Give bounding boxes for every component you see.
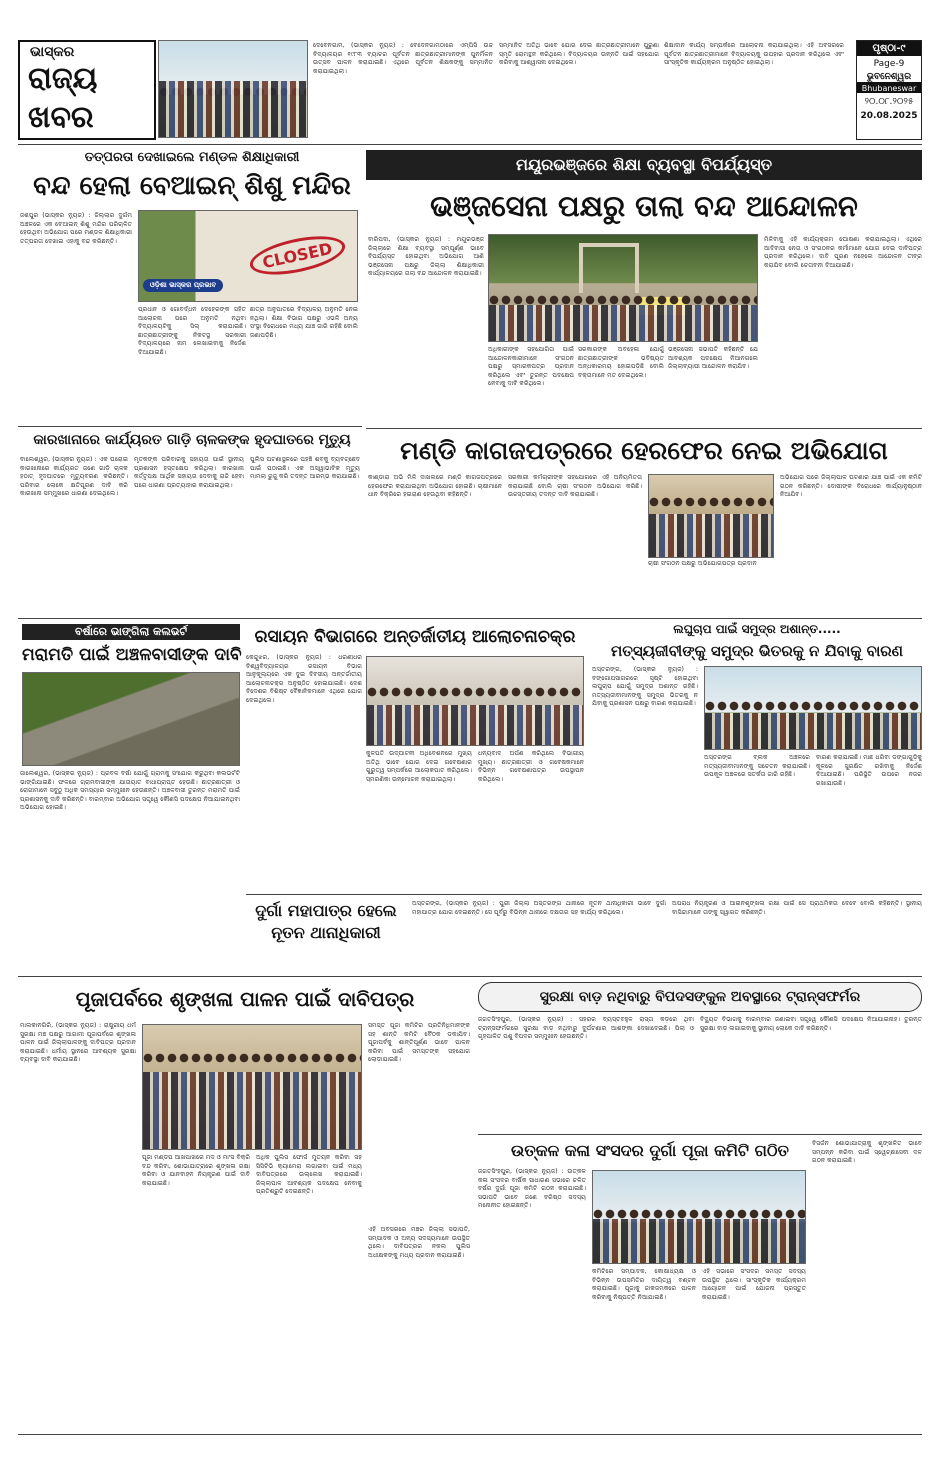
school-story-body-1: ଜଶପୁର (ଭାସ୍କର ନ୍ୟୁଜ) : ଜିଲ୍ଲାର ଦୁର୍ଗମ ଅଞ୍ଚଳରେ ଏକ ବେଆଇନ୍ ଶିଶୁ ମନ୍ଦିର ପରିଚାଳିତ ହେଉଥିବା ଅଭିଯୋଗ ପରେ ମଣ୍ଡଳ ଶିକ୍ଷାଧିକାରୀ ତତ୍ପରତା ଦେଖାଇ ଏହାକୁ ବନ୍ଦ କରିଛନ୍ତି। xyxy=(20,212,132,245)
driver-story-headline: କାରଖାନାରେ କାର୍ଯ୍ୟରତ ଗାଡ଼ି ଚାଳକଙ୍କ ହୃଦଘାତରେ ମୃତ୍ୟୁ xyxy=(33,432,351,448)
page-info-box xyxy=(856,40,922,140)
page-number-en: Page-9 xyxy=(873,59,905,69)
top-story-col-3: ଶିକ୍ଷାଦାନ କାର୍ଯ୍ୟ ସମ୍ପର୍କରେ ଆଲୋଚନା କରାଯାଇଥିଲା। ଏହି ଅବସରରେ ପୂର୍ବତନ ଛାତ୍ରଛାତ୍ରୀମାନେ ବିଦ୍ୟାଳୟକୁ ଉପହାର ପ୍ରଦାନ କରିଥିଲେ ଏବଂ ସାଂସ୍କୃତିକ କାର୍ଯ୍ୟକ୍ରମ ଅନୁଷ୍ଠିତ ହୋଇଥିଲା। xyxy=(664,42,844,67)
logo-main-line-1: ରାଜ୍ୟ xyxy=(28,61,98,96)
mayurbhanj-body-3: ମିଳିବାକୁ ଏହି କାର୍ଯ୍ୟକ୍ରମ ଘୋଷଣା କରାଯାଇଥିଲା। ଏଥିରେ ଆଦିବାସୀ ନେତା ଓ ସଂଗଠନର କର୍ମୀମାନେ ଯୋଗ ଦେଇ ଦାବିପତ୍ର ପ୍ରଦାନ କରିଥିଲେ। ଦାବି ପୂରଣ ନହେଲେ ଆନ୍ଦୋଳନ ତୀବ୍ର କରାଯିବ ବୋଲି ଚେତାବନୀ ଦିଆଯାଇଛି। xyxy=(764,236,922,269)
police-story-headline: ଦୁର୍ଗା ମହାପାତ୍ର ହେଲେ ନୂତନ ଥାନାଧିକାରୀ xyxy=(255,901,397,942)
city-en: Bhubaneswar xyxy=(857,82,921,93)
culvert-story-photo xyxy=(22,672,240,766)
culvert-story-headline: ମରାମତି ପାଇଁ ଅଞ୍ଚଳବାସୀଙ୍କ ଦାବି xyxy=(22,645,242,665)
culvert-story-body: ଜାଲେଶ୍ୱର, (ଭାସ୍କର ନ୍ୟୁଜ) : ପ୍ରବଳ ବର୍ଷା ଯୋଗୁଁ ଗ୍ରାମକୁ ସଂଯୋଗ କରୁଥିବା କଲଭର୍ଟଟି ଭାଙ୍ଗିଯାଇଛି। ଫଳରେ ଗ୍ରାମବାସୀଙ୍କ ଯାତାୟାତ ବାଧାପ୍ରାପ୍ତ ହେଉଛି। ଛାତ୍ରଛାତ୍ରୀ ଓ ରୋଗୀମାନେ ସବୁଠୁ ଅଧିକ ସମସ୍ୟାର ସମ୍ମୁଖୀନ ହେଉଛନ୍ତି। ଅଞ୍ଚଳବାସୀ ତୁରନ୍ତ ମରାମତି ପାଇଁ ପ୍ରଶାସନକୁ ଦାବି କରିଛନ୍ତି। ବାରମ୍ବାର ଅଭିଯୋଗ ସତ୍ତ୍ୱେ କୌଣସି ପଦକ୍ଷେପ ନିଆଯାଇନଥିବା ଅଭିଯୋଗ ହୋଇଛି। xyxy=(20,770,240,812)
committee-story-headline: ଉତ୍କଳ କଳା ସଂସଦର ଦୁର୍ଗା ପୂଜା କମିଟି ଗଠିତ xyxy=(511,1141,789,1160)
fisher-story-kicker: ଲଘୁଚାପ ପାଇଁ ସମୁଦ୍ର ଅଶାନ୍ତ..... xyxy=(673,622,841,636)
mayurbhanj-body-4: ଅଧିକାରୀଙ୍କ ସହଯୋଗିତା ପାଇଁ ଆନ୍ଦୋଳନକାରୀମାନେ ସଂଗଠନ ପକ୍ଷରୁ ସ୍ମାରକପତ୍ର ପ୍ରଦାନ କରିଥିଲେ ଏବଂ ତୁରନ୍ତ ପଦକ୍ଷେପ ନେବାକୁ ଦାବି କରିଥିଲେ। xyxy=(488,346,574,388)
committee-story-body-2: କମିଟିରେ ସମ୍ପାଦକ, କୋଷାଧ୍ୟକ୍ଷ ଓ ବିଭିନ୍ନ ଉପସମିତିର ଦାୟିତ୍ୱ ବଣ୍ଟନ କରାଯାଇଛି। ପୂଜାକୁ ଜାକଜମକରେ ପାଳନ କରିବାକୁ ନିଷ୍ପତ୍ତି ନିଆଯାଇଛି। xyxy=(592,1268,696,1301)
masthead-logo xyxy=(18,40,156,140)
school-story-headline: ବନ୍ଦ ହେଲା ବେଆଇନ୍ ଶିଶୁ ମନ୍ଦିର xyxy=(33,171,351,201)
top-story-photo xyxy=(158,40,308,138)
transformer-story-headline-box xyxy=(478,982,922,1012)
logo-top-text: ଭାସ୍କର xyxy=(30,44,75,60)
committee-story-photo xyxy=(592,1170,806,1264)
land-story-headline: ମଣ୍ଡି କାଗଜପତ୍ରରେ ହେରଫେର ନେଇ ଅଭିଯୋଗ xyxy=(400,436,888,465)
fisher-story-body-1: ଅସ୍ତରଙ୍ଗ, (ଭାସ୍କର ନ୍ୟୁଜ) : ବଙ୍ଗୋପସାଗରରେ ସୃଷ୍ଟି ହୋଇଥିବା ଲଘୁଚାପ ଯୋଗୁଁ ସମୁଦ୍ର ଅଶାନ୍ତ ରହିଛି। ମତ୍ସ୍ୟଜୀବୀମାନଙ୍କୁ ସମୁଦ୍ର ଭିତରକୁ ନ ଯିବାକୁ ପ୍ରଶାସନ ପକ୍ଷରୁ ବାରଣ କରାଯାଇଛି। xyxy=(592,666,698,708)
top-story-col-2: ସମ୍ମାନିତ ଅତିଥି ଭାବେ ଯୋଗ ଦେଇ ଛାତ୍ରଛାତ୍ରୀମାନେ ପୁରୁଣା ସ୍ମୃତି ରୋମନ୍ଥନ କରିଥିଲେ। ବିଦ୍ୟାଳୟର ଉନ୍ନତି ପାଇଁ ସହଯୋଗ କରିବାକୁ ଆଶ୍ୱାସନା ଦେଇଥିଲେ। xyxy=(499,42,659,67)
mayurbhanj-body-1: ବାରିପଦା, (ଭାସ୍କର ନ୍ୟୁଜ) : ମୟୂରଭଞ୍ଜ ଜିଲ୍ଲାରେ ଶିକ୍ଷା ବ୍ୟବସ୍ଥା ସମ୍ପୂର୍ଣ୍ଣ ଭାବେ ବିପର୍ଯ୍ୟସ୍ତ ହୋଇଥିବା ଅଭିଯୋଗ ଆଣି ଭଞ୍ଜସେନା ପକ୍ଷରୁ ଜିଲ୍ଲା ଶିକ୍ଷାଧିକାରୀ କାର୍ଯ୍ୟାଳୟରେ ତାଲା ବନ୍ଦ ଆନ୍ଦୋଳନ କରାଯାଇଛି। xyxy=(368,236,484,278)
mayurbhanj-headline: ଭଞ୍ଜସେନା ପକ୍ଷରୁ ତାଲା ବନ୍ଦ ଆନ୍ଦୋଳନ xyxy=(430,189,858,223)
date-en: 20.08.2025 xyxy=(860,111,918,121)
closed-stamp: CLOSED xyxy=(247,229,348,281)
driver-story-body-1: ବାଲେଶ୍ୱର, (ଭାସ୍କର ନ୍ୟୁଜ) : ଏକ ଘରୋଇ କାରଖାନାରେ କାର୍ଯ୍ୟରତ ଜଣେ ଗାଡ଼ି ଚାଳକ ହଠାତ୍ ହୃଦଘାତରେ ମୃତ୍ୟୁବରଣ କରିଛନ୍ତି। ପରିବାର ଲୋକେ କ୍ଷତିପୂରଣ ଦାବି କରି କାରଖାନା ସମ୍ମୁଖରେ ଧାରଣା ଦେଇଥିଲେ। xyxy=(20,456,128,498)
puja-story-body-5: ଏହି ଅବସରରେ ମଞ୍ଚର ଜିଲ୍ଲା ସଭାପତି, ସମ୍ପାଦକ ଓ ଅନ୍ୟ ସଦସ୍ୟମାନେ ଉପସ୍ଥିତ ଥିଲେ। ଦାବିପତ୍ରର ନକଲ ପୁଲିସ ଅଧୀକ୍ଷକଙ୍କୁ ମଧ୍ୟ ପ୍ରଦାନ କରାଯାଇଛି। xyxy=(368,1226,470,1259)
school-story-body-2: ପ୍ରଧାନ ଓ ଗୋବର୍ଦ୍ଧନ ଦେହେରଙ୍କ ସହିତ ଆଲୋଚନା ପରେ ଅନୁମତି ନଥିବା ବିଦ୍ୟାଳୟଟିକୁ ସିଲ୍ କରାଯାଇଛି। ଛାତ୍ରଛାତ୍ରୀଙ୍କୁ ନିକଟସ୍ଥ ସରକାରୀ ବିଦ୍ୟାଳୟରେ ନାମ ଲେଖାଇବାକୁ ନିର୍ଦ୍ଦେଶ ଦିଆଯାଇଛି। xyxy=(138,306,246,356)
date-or: ୨୦.୦୮.୨୦୨୫ xyxy=(864,97,914,107)
transformer-story-headline: ସୁରକ୍ଷା ବାଡ଼ ନଥିବାରୁ ବିପଦସଙ୍କୁଳ ଅବସ୍ଥାରେ ଟ୍ରାନ୍ସଫର୍ମର xyxy=(539,989,861,1005)
logo-main-line-2: ଖବର xyxy=(28,100,94,135)
school-story-kicker: ତତ୍ପରତା ଦେଖାଇଲେ ମଣ୍ଡଳ ଶିକ୍ଷାଧିକାରୀ xyxy=(84,150,300,165)
chem-story-photo xyxy=(366,656,584,746)
chem-story-body-1: କେନ୍ଦୁଝର, (ଭାସ୍କର ନ୍ୟୁଜ) : ଧରଣୀଧର ବିଶ୍ୱବିଦ୍ୟାଳୟର ରସାୟନ ବିଭାଗ ଆନୁକୂଲ୍ୟରେ ଏକ ଦୁଇ ଦିବସୀୟ ଅନ୍ତର୍ଜାତୀୟ ଆଲୋଚନାଚକ୍ର ଅନୁଷ୍ଠିତ ହୋଇଯାଇଛି। ଦେଶ ବିଦେଶର ବିଶିଷ୍ଟ ବୈଜ୍ଞାନିକମାନେ ଏଥିରେ ଯୋଗ ଦେଇଥିଲେ। xyxy=(246,654,362,704)
land-story-body-2: ସରକାରୀ କର୍ମଚାରୀଙ୍କ ସହଯୋଗରେ ଏହି ଅନିୟମିତତା କରାଯାଇଛି ବୋଲି ଚାଷୀ ସଂଗଠନ ଅଭିଯୋଗ କରିଛି। ଉଚ୍ଚସ୍ତରୀୟ ତଦନ୍ତ ଦାବି କରାଯାଇଛି। xyxy=(508,474,642,499)
land-story-body-1: କାଣ୍ଡାରା ଅଭି ମିଳି ଦାଖଲରେ ମଣ୍ଡି କାଗଜପତ୍ରରେ ହେରଫେର କରାଯାଇଥିବା ଅଭିଯୋଗ ହୋଇଛି। ଚାଷୀମାନେ ଧାନ ବିକ୍ରିରେ ହଇରାଣ ହେଉଥିବା କହିଛନ୍ତି। xyxy=(368,474,502,499)
page-number-or: ପୃଷ୍ଠା-୯ xyxy=(857,41,921,56)
driver-story-body-2: ମୃତକଙ୍କ ପରିବାରକୁ ସହାୟତା ପାଇଁ ସ୍ଥାନୀୟ ପ୍ରଶାସନ ହସ୍ତକ୍ଷେପ କରିଥିଲା। କାରଖାନା କର୍ତ୍ତୃପକ୍ଷ ଆର୍ଥିକ ସହାୟତା ଦେବାକୁ ରାଜି ହେବା ପରେ ଧାରଣା ପ୍ରତ୍ୟାହାର କରାଯାଇଥିଲା। xyxy=(134,456,244,489)
impact-badge: ଓଡ଼ିଶା ଭାସ୍କର ପ୍ରଭାବ xyxy=(143,279,223,292)
committee-story-body-4: ବିସର୍ଜନ ଶୋଭାଯାତ୍ରାକୁ ଶୃଙ୍ଖଳିତ ଭାବେ ସମ୍ପନ୍ନ କରିବା ପାଇଁ ସ୍ୱେଚ୍ଛାସେବୀ ଦଳ ଗଠନ କରାଯାଇଛି। xyxy=(812,1140,922,1165)
police-story-body-1: ଅସ୍ତରଙ୍ଗ, (ଭାସ୍କର ନ୍ୟୁଜ) : ପୁରୀ ଜିଲ୍ଲା ଅସ୍ତରଙ୍ଗ ଥାନାରେ ନୂତନ ଥାନାଧିକାରୀ ଭାବେ ଦୁର୍ଗା ମହାପାତ୍ର ଯୋଗ ଦେଇଛନ୍ତି। ସେ ପୂର୍ବରୁ ବିଭିନ୍ନ ଥାନାରେ ଦକ୍ଷତାର ସହ କାର୍ଯ୍ୟ କରିଥିଲେ। xyxy=(412,900,666,916)
committee-story-body-3: ଏହି ସଭାରେ ସଂସଦର ସମସ୍ତ ସଦସ୍ୟ ଉପସ୍ଥିତ ଥିଲେ। ସାଂସ୍କୃତିକ କାର୍ଯ୍ୟକ୍ରମ ଆୟୋଜନ ପାଇଁ ଯୋଜନା ପ୍ରସ୍ତୁତ କରାଯାଇଛି। xyxy=(702,1268,806,1301)
fisher-story-body-3: ବାରଣ କରାଯାଇଛି। ମାଛ ଧରିବା ଡଙ୍ଗାଗୁଡ଼ିକୁ କୂଳରେ ସୁରକ୍ଷିତ ରଖିବାକୁ ନିର୍ଦ୍ଦେଶ ଦିଆଯାଇଛି। ପରିସ୍ଥିତି ଉପରେ ନଜର ରଖାଯାଉଛି। xyxy=(816,754,922,787)
fisher-story-headline: ମତ୍ସ୍ୟଜୀବୀଙ୍କୁ ସମୁଦ୍ର ଭିତରକୁ ନ ଯିବାକୁ ବାରଣ xyxy=(610,642,904,660)
fisher-story-body-2: ଅସ୍ତରଙ୍ଗ ବ୍ଲକ ଅଞ୍ଚଳରେ ମତ୍ସ୍ୟଜୀବୀମାନଙ୍କୁ ସଚେତନ କରାଯାଇଛି। ଉପକୂଳ ଅଞ୍ଚଳରେ ସତର୍କତା ଜାରି ରହିଛି। xyxy=(704,754,810,779)
puja-story-body-3: ଅଧିକ ପୁଲିସ ଫୋର୍ସ ମୁତୟନ କରିବା ସହ ସିସିଟିଭି କ୍ୟାମେରା ଲଗାଇବା ପାଇଁ ମଧ୍ୟ ଦାବିପତ୍ରରେ ଉଲ୍ଲେଖ କରାଯାଇଛି। ଜିଲ୍ଲାପାଳ ଆବଶ୍ୟକ ପଦକ୍ଷେପ ନେବାକୁ ପ୍ରତିଶ୍ରୁତି ଦେଇଛନ୍ତି। xyxy=(256,1154,362,1196)
chem-story-headline: ରସାୟନ ବିଭାଗରେ ଅନ୍ତର୍ଜାତୀୟ ଆଲୋଚନାଚକ୍ର xyxy=(254,627,576,647)
mayurbhanj-body-5: ସରକାରଙ୍କ ଅବହେଳା ଯୋଗୁଁ ଛାତ୍ରଛାତ୍ରୀଙ୍କ ଭବିଷ୍ୟତ ଅନ୍ଧକାରମୟ ହୋଇପଡ଼ିଛି ବୋଲି ବକ୍ତାମାନେ ମତ ଦେଇଥିଲେ। xyxy=(578,346,664,379)
committee-story-body-1: ଜଗତସିଂହପୁର, (ଭାସ୍କର ନ୍ୟୁଜ) : ଉତ୍କଳ କଳା ସଂସଦର ବାର୍ଷିକ ସାଧାରଣ ସଭାରେ ଚଳିତ ବର୍ଷର ଦୁର୍ଗା ପୂଜା କମିଟି ଗଠନ କରାଯାଇଛି। ସଭାପତି ଭାବେ ଜଣେ ବରିଷ୍ଠ ସଦସ୍ୟ ମନୋନୀତ ହୋଇଛନ୍ତି। xyxy=(478,1168,586,1210)
land-story-caption: ଚାଷୀ ସଂଗଠନ ପକ୍ଷରୁ ଅଭିଯୋଗପତ୍ର ପ୍ରଦାନ xyxy=(648,560,757,567)
puja-story-body-4: ସମସ୍ତ ପୂଜା କମିଟିର ପ୍ରତିନିଧିମାନଙ୍କ ସହ ଶାନ୍ତି କମିଟି ବୈଠକ ଡକାଯିବ। ପୂଜାପର୍ବକୁ ଶାନ୍ତିପୂର୍ଣ୍ଣ ଭାବେ ପାଳନ କରିବା ପାଇଁ ସମସ୍ତଙ୍କ ସହଯୋଗ ଲୋଡ଼ାଯାଇଛି। xyxy=(368,1022,470,1064)
puja-story-body-2: ପୂଜା ମଣ୍ଡପ ଆଖପାଖରେ ମଦ ଓ ମାଂସ ବିକ୍ରି ବନ୍ଦ କରିବା, ଶୋଭାଯାତ୍ରାରେ ଶୃଙ୍ଖଳା ରକ୍ଷା କରିବା ଓ ଯାନବାହନ ନିୟନ୍ତ୍ରଣ ପାଇଁ ଦାବି କରାଯାଇଛି। xyxy=(142,1154,250,1187)
school-story-photo xyxy=(138,210,358,302)
city-or: ଭୁବନେଶ୍ୱର xyxy=(866,72,912,82)
police-story-headline-box xyxy=(246,900,406,970)
puja-story-headline: ପୂଜାପର୍ବରେ ଶୃଙ୍ଖଳା ପାଳନ ପାଇଁ ଦାବିପତ୍ର xyxy=(75,987,415,1011)
chem-story-body-3: ଧନ୍ୟବାଦ ଅର୍ପଣ କରିଥିଲେ ବିଭାଗୀୟ ମୁଖ୍ୟ। ଛାତ୍ରଛାତ୍ରୀ ଓ ଗବେଷକମାନେ ବିଭିନ୍ନ ଗବେଷଣାପତ୍ର ଉପସ୍ଥାପନ କରିଥିଲେ। xyxy=(478,750,584,783)
mayurbhanj-protest-photo xyxy=(488,234,758,342)
police-story-body-2: ଅପରାଧ ନିୟନ୍ତ୍ରଣ ଓ ଆଇନଶୃଙ୍ଖଳା ରକ୍ଷା ପାଇଁ ସେ ପ୍ରାଥମିକତା ଦେବେ ବୋଲି କହିଛନ୍ତି। ସ୍ଥାନୀୟ ବାସିନ୍ଦାମାନେ ତାଙ୍କୁ ସ୍ୱାଗତ କରିଛନ୍ତି। xyxy=(672,900,922,916)
fisher-story-photo xyxy=(704,666,922,750)
school-story-body-3: ଛାତ୍ର ଅନୁପାତରେ ବିଦ୍ୟାଳୟ ଅନୁମତି ନେଇ ନଥିଲା। ଶିକ୍ଷା ବିଭାଗ ପକ୍ଷରୁ ଏଭଳି ଅନ୍ୟ ସଂସ୍ଥା ବିରୋଧରେ ମଧ୍ୟ ଯାଞ୍ଚ ଜାରି ରହିଛି ବୋଲି ଜଣାପଡ଼ିଛି। xyxy=(250,306,358,339)
mayurbhanj-body-6: ଭଞ୍ଜସେନା ସଭାପତି କହିଛନ୍ତି ଯେ ଆବଶ୍ୟକ ପଦକ୍ଷେପ ନିଆନଗଲେ ଜିଲ୍ଲାବ୍ୟାପୀ ଆନ୍ଦୋଳନ କରାଯିବ। xyxy=(668,346,758,371)
driver-story-body-3: ପୁଲିସ ଘଟଣାସ୍ଥଳରେ ପହଞ୍ଚି ଶବକୁ ବ୍ୟବଚ୍ଛେଦ ପାଇଁ ପଠାଇଛି। ଏକ ଅସ୍ୱାଭାବିକ ମୃତ୍ୟୁ ମାମଲା ରୁଜୁ କରି ତଦନ୍ତ ଆରମ୍ଭ କରାଯାଇଛି। xyxy=(250,456,360,481)
transformer-story-body-1: ଜଗତସିଂହପୁର, (ଭାସ୍କର ନ୍ୟୁଜ) : ସହରର ବ୍ୟସ୍ତବହୁଳ ରାସ୍ତା କଡ଼ରେ ଥିବା ଟ୍ରାନ୍ସଫର୍ମରରେ ସୁରକ୍ଷା ବାଡ଼ ନଥିବାରୁ ଦୁର୍ଘଟଣାର ଆଶଙ୍କା ଦେଖାଦେଇଛି। ପିଲା ଓ ଗୃହପାଳିତ ପଶୁ ବିପଦର ସମ୍ମୁଖୀନ ହେଉଛନ୍ତି। xyxy=(478,1016,694,1041)
land-story-body-3: ଅଭିଯୋଗ ପରେ ଜିଲ୍ଲାପାଳ ଘଟଣାର ଯାଞ୍ଚ ପାଇଁ ଏକ କମିଟି ଗଠନ କରିଛନ୍ତି। ଦୋଷୀଙ୍କ ବିରୋଧରେ କାର୍ଯ୍ୟାନୁଷ୍ଠାନ ନିଆଯିବ। xyxy=(780,474,922,499)
mayurbhanj-kicker-banner: ମୟୂରଭଞ୍ଜରେ ଶିକ୍ଷା ବ୍ୟବସ୍ଥା ବିପର୍ଯ୍ୟସ୍ତ xyxy=(366,150,922,180)
top-story-col-1: ଦେବେନଗାମ, (ଭାସ୍କର ନ୍ୟୁଜ) : ବେଦେନଗାମଠାରେ ଏମ୍‌ପିସି ଉଚ୍ଚ ବିଦ୍ୟାଳୟର ୧୯୮୩ ବ୍ୟାଚର ପୂର୍ବତନ ଛାତ୍ରଛାତ୍ରୀମାନଙ୍କ ପୁନର୍ମିଳନ ଉତ୍ସବ ପାଳନ କରାଯାଇଛି। ଏଥିରେ ପୂର୍ବତନ ଶିକ୍ଷକଙ୍କୁ ସମ୍ମାନିତ କରାଯାଇଥିଲା। xyxy=(313,42,493,75)
puja-story-photo xyxy=(142,1024,362,1150)
chem-story-body-2: କୁଳପତି ଉଦ୍‌ଘାଟନୀ ଅଧିବେଶନରେ ମୁଖ୍ୟ ଅତିଥି ଭାବେ ଯୋଗ ଦେଇ ଗବେଷଣାର ଗୁରୁତ୍ୱ ସମ୍ପର୍କରେ ଆଲୋକପାତ କରିଥିଲେ। ସ୍ମରଣିକା ଉନ୍ମୋଚନ କରାଯାଇଥିଲା। xyxy=(366,750,472,783)
puja-story-body-1: ମାଲକାନଗିରି, (ଭାସ୍କର ନ୍ୟୁଜ) : ରାଷ୍ଟ୍ରୀୟ ଧର୍ମ ସୁରକ୍ଷା ମଞ୍ଚ ପକ୍ଷରୁ ଆଗାମୀ ପୂଜାପର୍ବରେ ଶୃଙ୍ଖଳା ପାଳନ ପାଇଁ ଜିଲ୍ଲାପାଳଙ୍କୁ ଦାବିପତ୍ର ପ୍ରଦାନ କରାଯାଇଛି। ଧର୍ମୀୟ ସ୍ଥାନରେ ଆବଶ୍ୟକ ସୁରକ୍ଷା ବ୍ୟବସ୍ଥା ଦାବି କରାଯାଇଛି। xyxy=(20,1022,136,1064)
culvert-story-tag: ବର୍ଷାରେ ଭାଙ୍ଗିଲା କଲଭର୍ଟ xyxy=(22,624,240,640)
land-story-photo xyxy=(648,474,774,558)
transformer-story-body-2: ବିଦ୍ୟୁତ ବିଭାଗକୁ ବାରମ୍ବାର ଜଣାଇବା ସତ୍ତ୍ୱେ କୌଣସି ପଦକ୍ଷେପ ନିଆଯାଇନାହିଁ। ତୁରନ୍ତ ସୁରକ୍ଷା ବାଡ଼ ଲଗାଇବାକୁ ସ୍ଥାନୀୟ ଲୋକେ ଦାବି କରିଛନ୍ତି। xyxy=(700,1016,922,1032)
